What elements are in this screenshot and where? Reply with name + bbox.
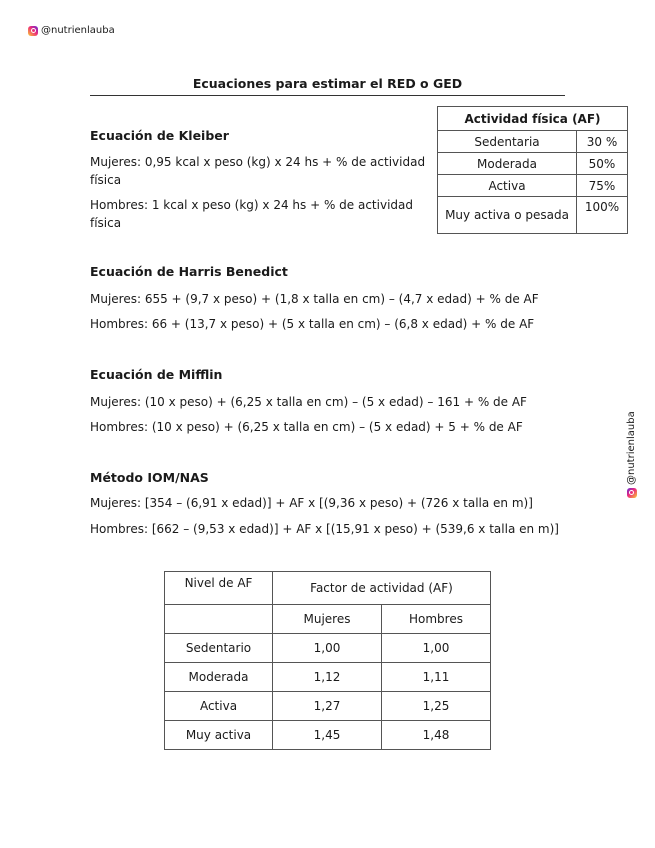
page-title: Ecuaciones para estimar el RED o GED — [192, 76, 463, 91]
women-factor: 1,00 — [273, 634, 382, 663]
activity-level: Activa — [438, 175, 577, 197]
iom-heading: Método IOM/NAS — [90, 470, 209, 485]
activity-level: Moderada — [438, 153, 577, 175]
kleiber-women: Mujeres: 0,95 kcal x peso (kg) x 24 hs + % de actividad física — [90, 155, 426, 187]
activity-table-header: Actividad física (AF) — [438, 107, 628, 131]
activity-level: Muy activa o pesada — [438, 197, 577, 234]
men-factor: 1,00 — [382, 634, 491, 663]
men-factor: 1,11 — [382, 663, 491, 692]
activity-factor-table — [164, 571, 491, 750]
kleiber-heading: Ecuación de Kleiber — [90, 128, 229, 143]
table-row — [165, 663, 491, 692]
title-underline — [90, 95, 565, 96]
table-row — [438, 153, 628, 175]
harris-men: Hombres: 66 + (13,7 x peso) + (5 x talla en cm) – (6,8 x edad) + % de AF — [90, 317, 535, 331]
col-men-header: Hombres — [382, 605, 491, 634]
instagram-icon — [28, 26, 38, 36]
activity-percent-table — [437, 106, 628, 234]
level-cell: Muy activa — [165, 721, 273, 750]
instagram-handle-vertical[interactable] — [626, 411, 637, 498]
women-factor: 1,27 — [273, 692, 382, 721]
instagram-handle[interactable] — [28, 25, 115, 36]
table-row — [165, 692, 491, 721]
activity-level: Sedentaria — [438, 131, 577, 153]
iom-women: Mujeres: [354 – (6,91 x edad)] + AF x [(9,36 x peso) + (726 x talla en m)] — [90, 496, 533, 510]
handle-text: @nutrienlauba — [41, 25, 115, 36]
empty-cell — [165, 605, 273, 634]
col-level-header: Nivel de AF — [165, 572, 273, 605]
table-row — [165, 721, 491, 750]
iom-men: Hombres: [662 – (9,53 x edad)] + AF x [(15,91 x peso) + (539,6 x talla en m)] — [90, 522, 559, 536]
table-row — [165, 634, 491, 663]
men-factor: 1,48 — [382, 721, 491, 750]
women-factor: 1,45 — [273, 721, 382, 750]
mifflin-men: Hombres: (10 x peso) + (6,25 x talla en cm) – (5 x edad) + 5 + % de AF — [90, 420, 523, 434]
handle-text-vertical: @nutrienlauba — [626, 411, 637, 485]
col-factor-header: Factor de actividad (AF) — [273, 572, 491, 605]
activity-percent: 50% — [577, 153, 628, 175]
men-factor: 1,25 — [382, 692, 491, 721]
level-cell: Moderada — [165, 663, 273, 692]
col-women-header: Mujeres — [273, 605, 382, 634]
mifflin-heading: Ecuación de Mifflin — [90, 367, 223, 382]
activity-percent: 100% — [577, 197, 628, 234]
activity-percent: 30 % — [577, 131, 628, 153]
table-row — [438, 175, 628, 197]
level-cell: Sedentario — [165, 634, 273, 663]
women-factor: 1,12 — [273, 663, 382, 692]
mifflin-women: Mujeres: (10 x peso) + (6,25 x talla en cm) – (5 x edad) – 161 + % de AF — [90, 395, 527, 409]
instagram-icon — [627, 488, 637, 498]
table-row — [438, 131, 628, 153]
harris-heading: Ecuación de Harris Benedict — [90, 264, 288, 279]
level-cell: Activa — [165, 692, 273, 721]
kleiber-men: Hombres: 1 kcal x peso (kg) x 24 hs + % de actividad física — [90, 198, 413, 230]
activity-percent: 75% — [577, 175, 628, 197]
harris-women: Mujeres: 655 + (9,7 x peso) + (1,8 x talla en cm) – (4,7 x edad) + % de AF — [90, 292, 539, 306]
table-row — [438, 197, 628, 234]
